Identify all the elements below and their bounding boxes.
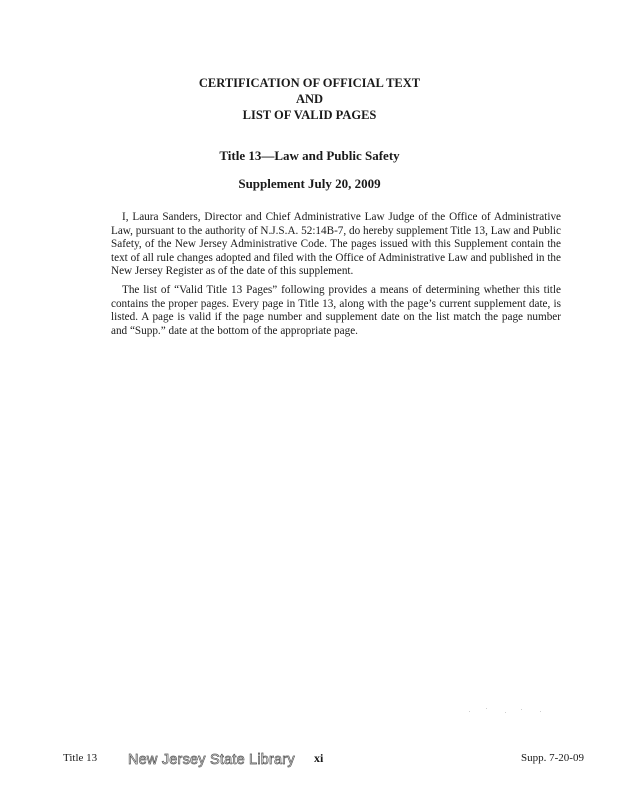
heading-certification: CERTIFICATION OF OFFICIAL TEXT [198,76,421,90]
library-watermark: New Jersey State Library [128,752,295,768]
valid-pages-paragraph: The list of “Valid Title 13 Pages” following provides a means of determining whether this title contains the proper pages. Every page in Title 13, along with the page’s current supplement date, is listed. A page is valid if the page number and supplement date on the list match the page number and “Supp.” date at the bottom of the appropriate page. [111,284,561,337]
supplement-date-heading: Supplement July 20, 2009 [238,176,381,191]
scan-speck [486,708,487,709]
footer-supplement-date: Supp. 7-20-09 [521,752,584,764]
scan-speck [521,709,522,710]
heading-and: AND [295,92,324,106]
scan-speck [469,711,470,712]
page-number: xi [314,751,324,765]
footer-title-label: Title 13 [63,752,98,764]
scan-speck [540,711,541,712]
heading-list-of-valid-pages: LIST OF VALID PAGES [242,108,377,122]
title-heading: Title 13—Law and Public Safety [219,148,400,163]
scan-speck [505,712,506,713]
certification-paragraph: I, Laura Sanders, Director and Chief Administrative Law Judge of the Office of Administrative Law, pursuant to the authority of N.J.S.A. 52:14B-7, do hereby supplement Title 13, Law and Public Safety, of the New Jersey Administrative Code. The pages issued with this Supplement contain the text of all rule changes adopted and filed with the Office of Administrative Law and published in the New Jersey Register as of the date of this supplement. [111,211,561,278]
